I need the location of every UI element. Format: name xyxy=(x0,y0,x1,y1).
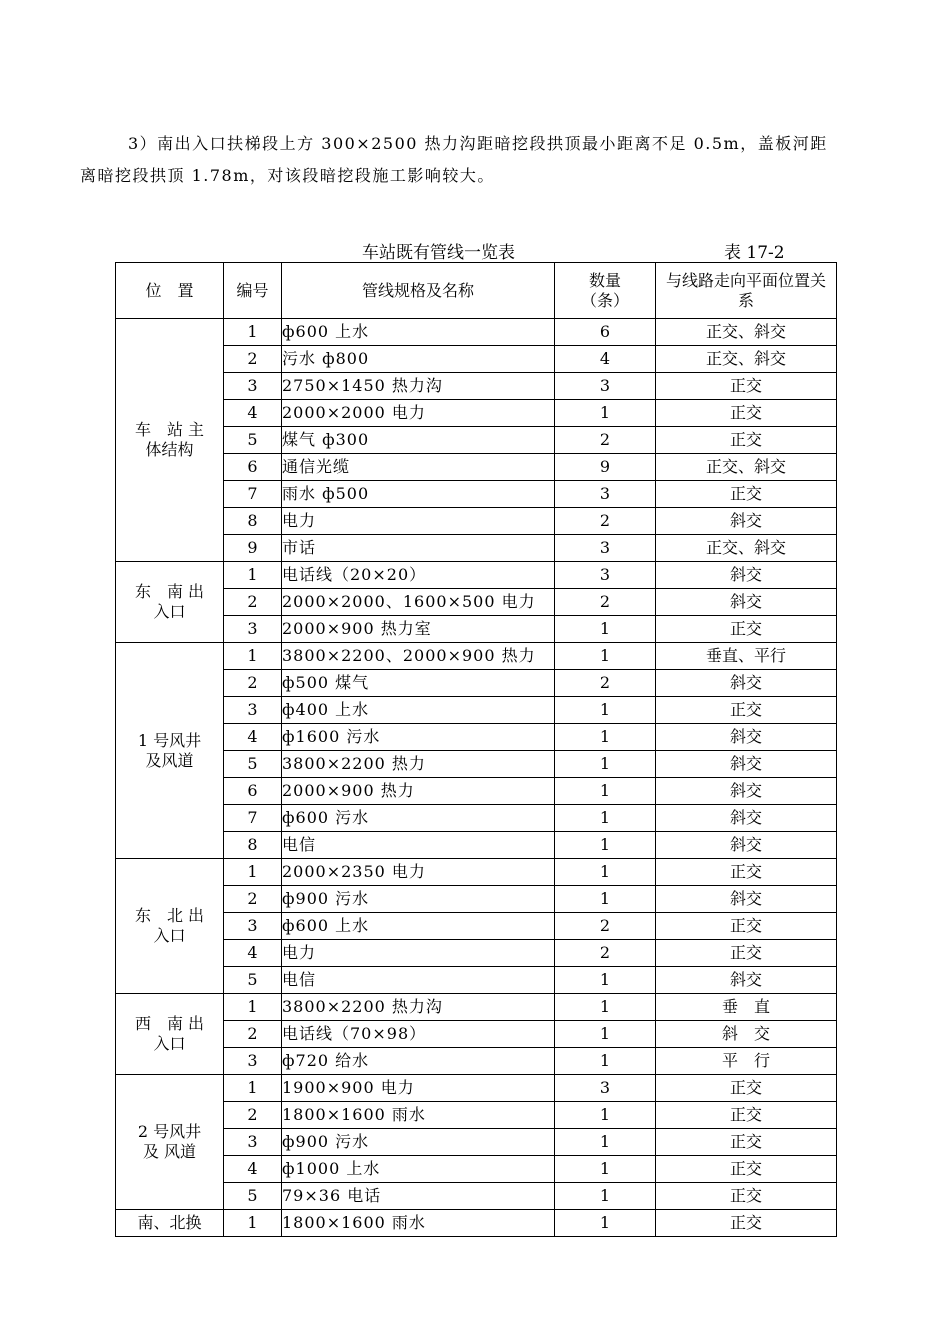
pipeline-spec-cell: ф600 上水 xyxy=(282,913,555,940)
quantity-cell: 1 xyxy=(555,1156,656,1183)
quantity-cell: 4 xyxy=(555,346,656,373)
quantity-cell: 3 xyxy=(555,535,656,562)
table-row xyxy=(116,1021,837,1048)
location-cell: 车 站 主体结构 xyxy=(116,319,224,562)
table-row xyxy=(116,481,837,508)
relation-cell: 斜交 xyxy=(656,886,837,913)
table-row xyxy=(116,940,837,967)
quantity-cell: 6 xyxy=(555,319,656,346)
table-row xyxy=(116,670,837,697)
quantity-cell: 1 xyxy=(555,1021,656,1048)
location-cell: 东 北 出入口 xyxy=(116,859,224,994)
row-number-cell: 1 xyxy=(224,859,282,886)
pipeline-spec-cell: 2000×2000 电力 xyxy=(282,400,555,427)
header-relation: 与线路走向平面位置关系 xyxy=(656,263,837,319)
location-cell: 2 号风井及 风道 xyxy=(116,1075,224,1210)
pipeline-spec-cell: 电话线（70×98） xyxy=(282,1021,555,1048)
row-number-cell: 6 xyxy=(224,778,282,805)
location-cell: 西 南 出入口 xyxy=(116,994,224,1075)
pipeline-spec-cell: 电信 xyxy=(282,832,555,859)
pipeline-spec-cell: 2000×900 热力 xyxy=(282,778,555,805)
row-number-cell: 7 xyxy=(224,805,282,832)
row-number-cell: 4 xyxy=(224,400,282,427)
table-row xyxy=(116,1156,837,1183)
relation-cell: 斜 交 xyxy=(656,1021,837,1048)
pipeline-spec-cell: 电力 xyxy=(282,940,555,967)
row-number-cell: 3 xyxy=(224,697,282,724)
row-number-cell: 1 xyxy=(224,562,282,589)
row-number-cell: 3 xyxy=(224,913,282,940)
table-header-row xyxy=(116,263,837,319)
quantity-cell: 1 xyxy=(555,400,656,427)
quantity-cell: 1 xyxy=(555,643,656,670)
relation-cell: 正交、斜交 xyxy=(656,454,837,481)
relation-cell: 正交 xyxy=(656,1102,837,1129)
pipeline-spec-cell: 3800×2200 热力 xyxy=(282,751,555,778)
header-qty: 数量（条） xyxy=(555,263,656,319)
pipeline-spec-cell: 1900×900 电力 xyxy=(282,1075,555,1102)
pipeline-table xyxy=(115,262,837,1237)
table-row xyxy=(116,535,837,562)
quantity-cell: 3 xyxy=(555,481,656,508)
location-cell: 东 南 出入口 xyxy=(116,562,224,643)
quantity-cell: 1 xyxy=(555,1102,656,1129)
relation-cell: 斜交 xyxy=(656,589,837,616)
pipeline-spec-cell: ф600 污水 xyxy=(282,805,555,832)
pipeline-spec-cell: ф1000 上水 xyxy=(282,1156,555,1183)
row-number-cell: 4 xyxy=(224,1156,282,1183)
quantity-cell: 1 xyxy=(555,1129,656,1156)
relation-cell: 正交 xyxy=(656,697,837,724)
row-number-cell: 5 xyxy=(224,967,282,994)
body-paragraph xyxy=(80,128,870,192)
quantity-cell: 1 xyxy=(555,886,656,913)
table-row xyxy=(116,751,837,778)
quantity-cell: 1 xyxy=(555,697,656,724)
pipeline-spec-cell: 1800×1600 雨水 xyxy=(282,1210,555,1237)
location-cell: 1 号风井 及风道 xyxy=(116,643,224,859)
table-row xyxy=(116,1210,837,1237)
table-row xyxy=(116,886,837,913)
table-row xyxy=(116,1102,837,1129)
table-row xyxy=(116,400,837,427)
relation-cell: 正交 xyxy=(656,1156,837,1183)
table-number: 表 17-2 xyxy=(724,243,785,263)
relation-cell: 斜交 xyxy=(656,805,837,832)
row-number-cell: 7 xyxy=(224,481,282,508)
header-spec: 管线规格及名称 xyxy=(282,263,555,319)
row-number-cell: 3 xyxy=(224,1129,282,1156)
table-row xyxy=(116,616,837,643)
quantity-cell: 1 xyxy=(555,967,656,994)
row-number-cell: 8 xyxy=(224,832,282,859)
relation-cell: 斜交 xyxy=(656,562,837,589)
quantity-cell: 2 xyxy=(555,913,656,940)
pipeline-spec-cell: 通信光缆 xyxy=(282,454,555,481)
quantity-cell: 1 xyxy=(555,616,656,643)
pipeline-spec-cell: ф720 给水 xyxy=(282,1048,555,1075)
row-number-cell: 3 xyxy=(224,616,282,643)
quantity-cell: 1 xyxy=(555,778,656,805)
pipeline-spec-cell: 3800×2200 热力沟 xyxy=(282,994,555,1021)
relation-cell: 正交、斜交 xyxy=(656,346,837,373)
paragraph-line-2: 离暗挖段拱顶 1.78m，对该段暗挖段施工影响较大。 xyxy=(80,166,495,185)
pipeline-spec-cell: 2750×1450 热力沟 xyxy=(282,373,555,400)
table-row xyxy=(116,1183,837,1210)
table-row xyxy=(116,913,837,940)
relation-cell: 斜交 xyxy=(656,724,837,751)
row-number-cell: 6 xyxy=(224,454,282,481)
row-number-cell: 1 xyxy=(224,994,282,1021)
quantity-cell: 1 xyxy=(555,724,656,751)
row-number-cell: 4 xyxy=(224,724,282,751)
quantity-cell: 1 xyxy=(555,1183,656,1210)
table-row xyxy=(116,643,837,670)
relation-cell: 正交 xyxy=(656,1210,837,1237)
table-row xyxy=(116,427,837,454)
table-row xyxy=(116,1075,837,1102)
relation-cell: 正交 xyxy=(656,859,837,886)
pipeline-spec-cell: ф600 上水 xyxy=(282,319,555,346)
table-body xyxy=(116,319,837,1237)
relation-cell: 正交 xyxy=(656,400,837,427)
quantity-cell: 1 xyxy=(555,994,656,1021)
quantity-cell: 3 xyxy=(555,1075,656,1102)
relation-cell: 斜交 xyxy=(656,751,837,778)
relation-cell: 平 行 xyxy=(656,1048,837,1075)
table-row xyxy=(116,832,837,859)
row-number-cell: 2 xyxy=(224,1102,282,1129)
row-number-cell: 9 xyxy=(224,535,282,562)
table-row xyxy=(116,1129,837,1156)
relation-cell: 垂直、平行 xyxy=(656,643,837,670)
pipeline-spec-cell: 2000×2350 电力 xyxy=(282,859,555,886)
table-row xyxy=(116,346,837,373)
location-cell: 南、北换 xyxy=(116,1210,224,1237)
table-row xyxy=(116,589,837,616)
pipeline-spec-cell: ф500 煤气 xyxy=(282,670,555,697)
pipeline-spec-cell: 市话 xyxy=(282,535,555,562)
relation-cell: 正交 xyxy=(656,481,837,508)
row-number-cell: 2 xyxy=(224,589,282,616)
relation-cell: 正交、斜交 xyxy=(656,535,837,562)
row-number-cell: 8 xyxy=(224,508,282,535)
pipeline-spec-cell: ф1600 污水 xyxy=(282,724,555,751)
pipeline-spec-cell: 电信 xyxy=(282,967,555,994)
pipeline-spec-cell: 2000×2000、1600×500 电力 xyxy=(282,589,555,616)
quantity-cell: 1 xyxy=(555,751,656,778)
quantity-cell: 2 xyxy=(555,427,656,454)
pipeline-spec-cell: 3800×2200、2000×900 热力 xyxy=(282,643,555,670)
row-number-cell: 4 xyxy=(224,940,282,967)
row-number-cell: 1 xyxy=(224,319,282,346)
row-number-cell: 1 xyxy=(224,1075,282,1102)
table-row xyxy=(116,994,837,1021)
pipeline-spec-cell: 79×36 电话 xyxy=(282,1183,555,1210)
quantity-cell: 3 xyxy=(555,373,656,400)
table-row xyxy=(116,562,837,589)
row-number-cell: 5 xyxy=(224,427,282,454)
table-row xyxy=(116,805,837,832)
relation-cell: 正交 xyxy=(656,1075,837,1102)
row-number-cell: 5 xyxy=(224,751,282,778)
pipeline-spec-cell: ф400 上水 xyxy=(282,697,555,724)
table-title: 车站既有管线一览表 xyxy=(362,243,515,263)
quantity-cell: 1 xyxy=(555,832,656,859)
header-no: 编号 xyxy=(224,263,282,319)
header-location: 位 置 xyxy=(116,263,224,319)
pipeline-spec-cell: 电力 xyxy=(282,508,555,535)
row-number-cell: 1 xyxy=(224,1210,282,1237)
relation-cell: 斜交 xyxy=(656,967,837,994)
table-row xyxy=(116,724,837,751)
table-row xyxy=(116,319,837,346)
relation-cell: 正交 xyxy=(656,940,837,967)
relation-cell: 正交 xyxy=(656,373,837,400)
relation-cell: 正交、斜交 xyxy=(656,319,837,346)
table-row xyxy=(116,454,837,481)
quantity-cell: 2 xyxy=(555,670,656,697)
pipeline-spec-cell: 雨水 ф500 xyxy=(282,481,555,508)
table-row xyxy=(116,508,837,535)
row-number-cell: 3 xyxy=(224,1048,282,1075)
quantity-cell: 1 xyxy=(555,859,656,886)
quantity-cell: 2 xyxy=(555,940,656,967)
relation-cell: 正交 xyxy=(656,616,837,643)
table-row xyxy=(116,697,837,724)
relation-cell: 斜交 xyxy=(656,670,837,697)
row-number-cell: 5 xyxy=(224,1183,282,1210)
quantity-cell: 2 xyxy=(555,508,656,535)
quantity-cell: 1 xyxy=(555,1210,656,1237)
table-row xyxy=(116,859,837,886)
relation-cell: 斜交 xyxy=(656,832,837,859)
row-number-cell: 2 xyxy=(224,670,282,697)
quantity-cell: 1 xyxy=(555,805,656,832)
pipeline-spec-cell: 污水 ф800 xyxy=(282,346,555,373)
relation-cell: 垂 直 xyxy=(656,994,837,1021)
row-number-cell: 3 xyxy=(224,373,282,400)
relation-cell: 正交 xyxy=(656,1129,837,1156)
row-number-cell: 2 xyxy=(224,886,282,913)
relation-cell: 正交 xyxy=(656,1183,837,1210)
pipeline-spec-cell: ф900 污水 xyxy=(282,886,555,913)
pipeline-spec-cell: ф900 污水 xyxy=(282,1129,555,1156)
relation-cell: 正交 xyxy=(656,427,837,454)
relation-cell: 斜交 xyxy=(656,508,837,535)
quantity-cell: 3 xyxy=(555,562,656,589)
pipeline-spec-cell: 2000×900 热力室 xyxy=(282,616,555,643)
row-number-cell: 1 xyxy=(224,643,282,670)
quantity-cell: 2 xyxy=(555,589,656,616)
paragraph-line-1: 3）南出入口扶梯段上方 300×2500 热力沟距暗挖段拱顶最小距离不足 0.5m，盖板河距 xyxy=(128,134,828,153)
relation-cell: 斜交 xyxy=(656,778,837,805)
row-number-cell: 2 xyxy=(224,1021,282,1048)
table-row xyxy=(116,778,837,805)
table-row xyxy=(116,967,837,994)
quantity-cell: 1 xyxy=(555,1048,656,1075)
table-row xyxy=(116,373,837,400)
row-number-cell: 2 xyxy=(224,346,282,373)
pipeline-spec-cell: 煤气 ф300 xyxy=(282,427,555,454)
relation-cell: 正交 xyxy=(656,913,837,940)
pipeline-spec-cell: 电话线（20×20） xyxy=(282,562,555,589)
table-row xyxy=(116,1048,837,1075)
quantity-cell: 9 xyxy=(555,454,656,481)
pipeline-spec-cell: 1800×1600 雨水 xyxy=(282,1102,555,1129)
